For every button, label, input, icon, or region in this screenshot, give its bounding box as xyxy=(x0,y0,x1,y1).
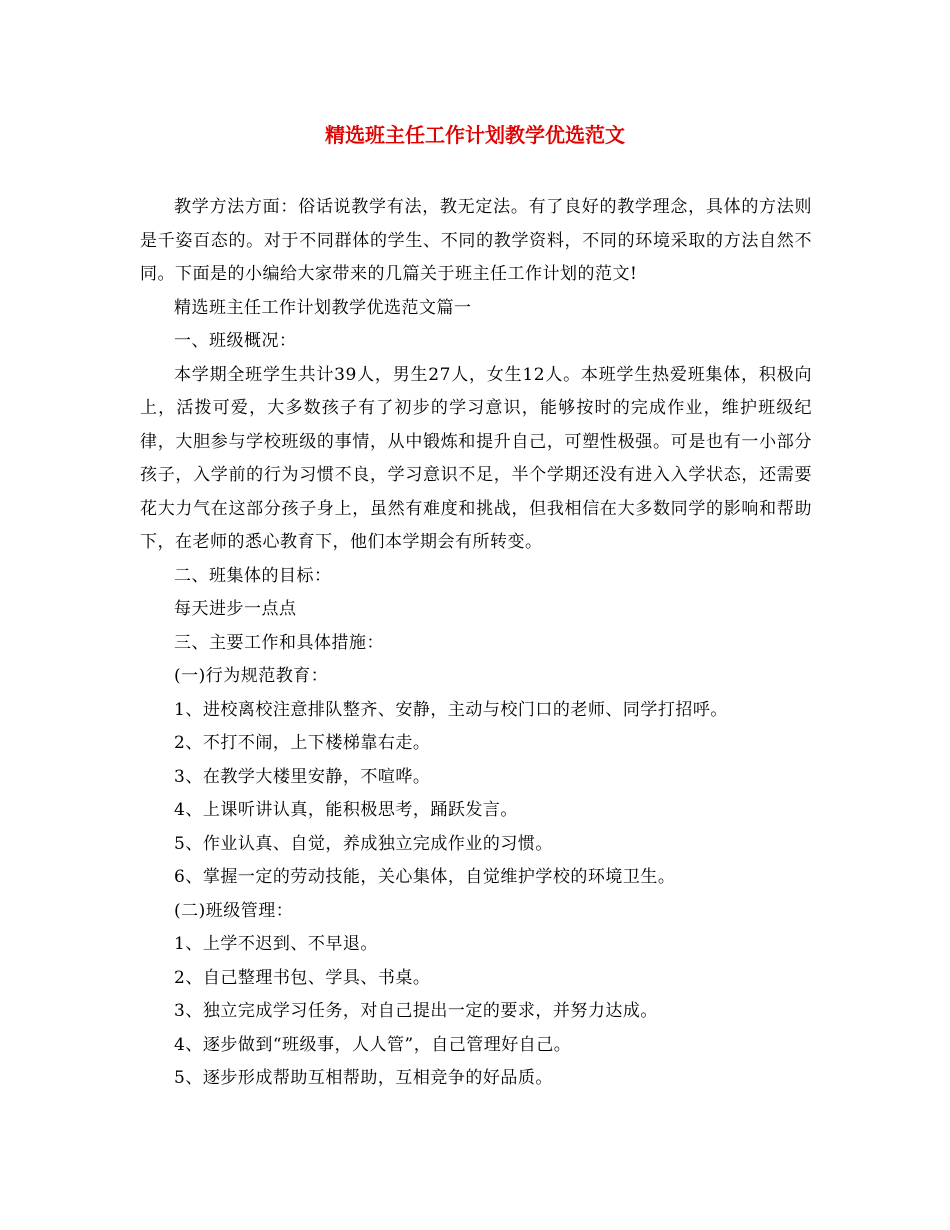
heading-class-management: (二)班级管理： xyxy=(174,900,294,921)
list-item: 4、逐步做到“班级事，人人管”，自己管理好自己。 xyxy=(174,1034,572,1055)
list-item: 5、作业认真、自觉，养成独立完成作业的习惯。 xyxy=(174,833,553,854)
heading-class-goal: 二、班集体的目标： xyxy=(174,565,332,586)
list-item: 3、独立完成学习任务，对自己提出一定的要求，并努力达成。 xyxy=(174,1001,658,1021)
paragraph-intro: 教学方法方面：俗话说教学有法，教无定法。有了良好的教学理念，具体的方法则是千姿百态的。对于不同群体的学生、不同的教学资料，不同的环境采取的方法自然不同。下面是的小编给大家带来的几篇关于班主任工作计划的范文! xyxy=(140,197,812,284)
heading-class-overview: 一、班级概况： xyxy=(174,331,297,351)
list-item: 2、不打不闹，上下楼梯靠右走。 xyxy=(174,733,431,753)
list-item: 2、自己整理书包、学具、书桌。 xyxy=(174,967,431,988)
list-item: 1、进校离校注意排队整齐、安静，主动与校门口的老师、同学打招呼。 xyxy=(174,699,728,720)
paragraph-class-goal: 每天进步一点点 xyxy=(174,599,297,619)
list-item: 5、逐步形成帮助互相帮助，互相竞争的好品质。 xyxy=(174,1068,553,1088)
list-item: 4、上课听讲认真，能积极思考，踊跃发言。 xyxy=(174,800,518,820)
paragraph-section-title: 精选班主任工作计划教学优选范文篇一 xyxy=(174,297,472,318)
document-body xyxy=(140,191,812,1096)
list-item: 3、在教学大楼里安静，不喧哗。 xyxy=(174,766,431,787)
list-item: 6、掌握一定的劳动技能，关心集体，自觉维护学校的环境卫生。 xyxy=(174,867,676,887)
heading-behavior-education: (一)行为规范教育： xyxy=(174,666,329,686)
heading-main-work: 三、主要工作和具体措施： xyxy=(174,632,384,653)
list-item: 1、上学不迟到、不早退。 xyxy=(174,934,378,954)
paragraph-class-overview: 本学期全班学生共计39人，男生27人，女生12人。本班学生热爱班集体，积极向上，活拨可爱，大多数孩子有了初步的学习意识，能够按时的完成作业，维护班级纪律，大胆参与学校班级的事情，从中锻炼和提升自己，可塑性极强。可是也有一小部分孩子，入学前的行为习惯不良，学习意识不足，半个学期还没有进入入学状态，还需要花大力气在这部分孩子身上，虽然有难度和挑战，但我相信在大多数同学的影响和帮助下，在老师的悉心教育下，他们本学期会有所转变。 xyxy=(140,364,812,552)
document-title: 精选班主任工作计划教学优选范文 xyxy=(325,123,625,147)
